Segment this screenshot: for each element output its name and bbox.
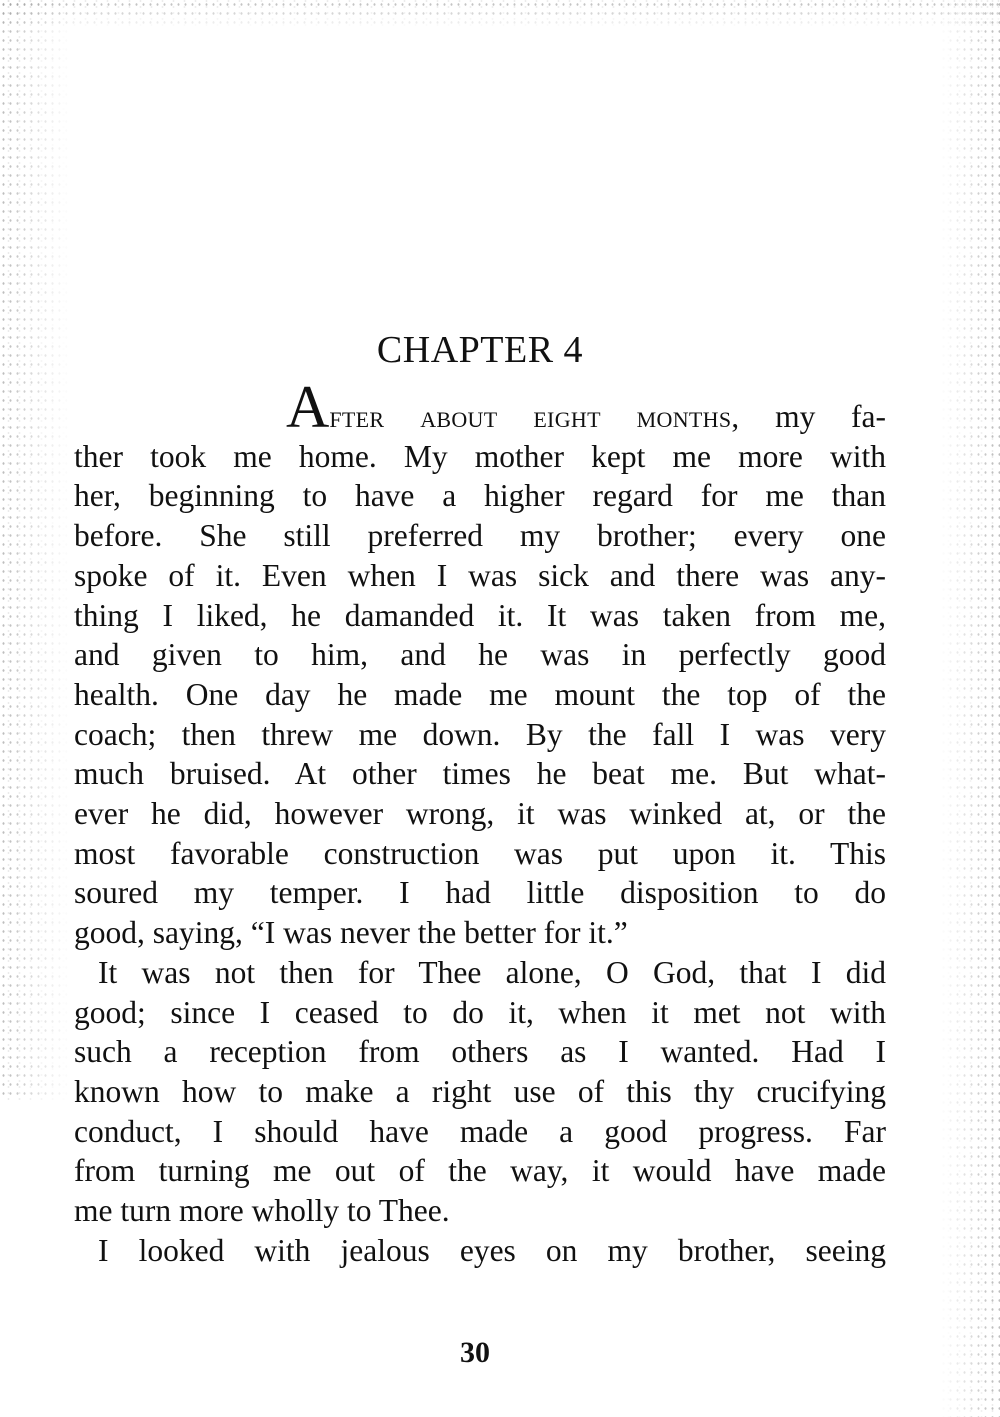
drop-cap: A (286, 374, 330, 440)
text-line: It was not then for Thee alone, O God, that I did (98, 954, 886, 990)
text-line: much bruised. At other times he beat me. But what- (74, 756, 886, 792)
text-line: and given to him, and he was in perfectly good (74, 637, 886, 673)
scan-noise-right (940, 0, 1000, 1417)
text-line: good, saying, “I was never the better for it.” (74, 915, 628, 951)
text-line: good; since I ceased to do it, when it met not with (74, 994, 886, 1030)
text-line: most favorable construction was put upon it. This (74, 835, 886, 871)
text-line: thing I liked, he damanded it. It was taken from me, (74, 597, 886, 633)
text-line: from turning me out of the way, it would have made (74, 1153, 886, 1189)
text-fragment: my fa- (739, 399, 887, 434)
text-line: before. She still preferred my brother; every one (74, 518, 886, 554)
text-line: such a reception from others as I wanted. Had I (74, 1034, 886, 1070)
opening-small-caps: fter about eight months, (329, 399, 740, 434)
paragraph-1-line-1 (74, 374, 887, 440)
text-line: soured my temper. I had little disposition to do (74, 875, 886, 911)
text-line: I looked with jealous eyes on my brother, seeing (98, 1232, 886, 1268)
scan-noise-top (0, 0, 1000, 30)
text-line: spoke of it. Even when I was sick and there was any- (74, 557, 886, 593)
page-number: 30 (460, 1336, 490, 1369)
text-line: her, beginning to have a higher regard for me than (74, 478, 886, 514)
text-line: health. One day he made me mount the top of the (74, 676, 886, 712)
scan-noise-left (0, 0, 70, 1100)
text-line: me turn more wholly to Thee. (74, 1193, 450, 1229)
text-line: known how to make a right use of this thy crucifying (74, 1073, 886, 1109)
text-line: conduct, I should have made a good progress. Far (74, 1113, 886, 1149)
text-line: ever he did, however wrong, it was winked at, or the (74, 796, 886, 832)
body-text (74, 374, 887, 1270)
chapter-title: CHAPTER 4 (376, 329, 584, 371)
text-line: coach; then threw me down. By the fall I was very (74, 716, 886, 752)
text-line: ther took me home. My mother kept me more with (74, 438, 886, 474)
